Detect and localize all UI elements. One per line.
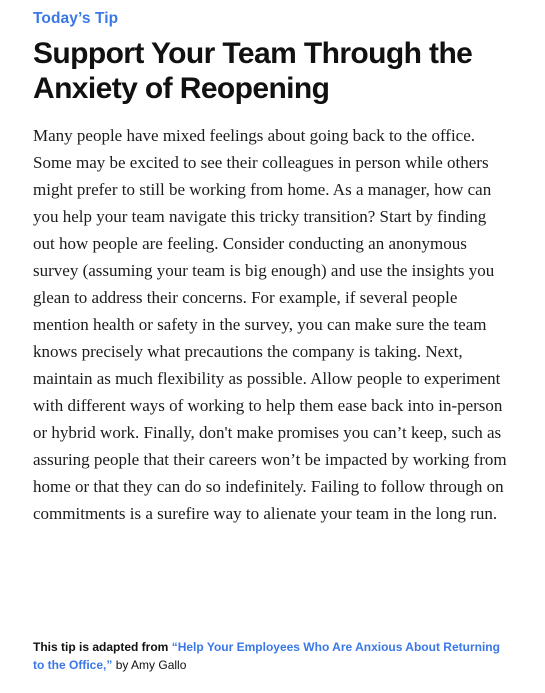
- attribution: [33, 638, 503, 674]
- tip-body: Many people have mixed feelings about going back to the office. Some may be excited to see their colleagues in person while others might prefer to still be working from home. As a manager, how can you help your team navigate this tricky transition? Start by finding out how people are feeling. Consider conducting an anonymous survey (assuming your team is big enough) and use the insights you glean to address their concerns. For example, if several people mention health or safety in the survey, you can make sure the team knows precisely what precautions the company is taking. Next, maintain as much flexibility as possible. Allow people to experiment with different ways of working to help them ease back into in-person or hybrid work. Finally, don't make promises you can’t keep, such as assuring people that their careers won’t be impacted by working from home or that they can do so indefinitely. Failing to follow through on commitments is a surefire way to alienate your team in the long run.: [33, 126, 507, 523]
- attribution-byline: by Amy Gallo: [115, 658, 187, 672]
- tip-kicker: Today’s Tip: [33, 10, 119, 27]
- source-article-link[interactable]: “Help Your Employees Who Are Anxious About Returning to the Office,”: [33, 640, 500, 672]
- tip-headline: Support Your Team Through the Anxiety of Reopening: [33, 37, 473, 105]
- attribution-lead: This tip is adapted from: [33, 640, 169, 654]
